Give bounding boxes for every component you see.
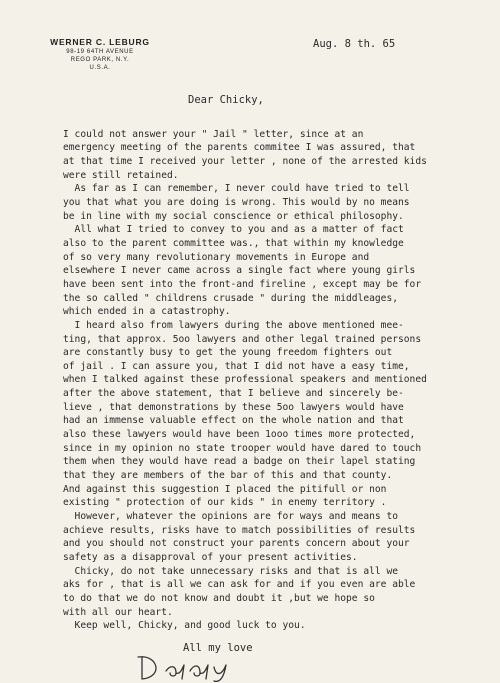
letter-line: safety as a disapproval of your present activities.: [63, 552, 358, 563]
letter-line: are constantly busy to get the young freedom fighters out: [63, 347, 393, 359]
letter-line: also to the parent committee was., that within my knowledge: [63, 237, 404, 249]
letterhead-street: 98-19 64TH AVENUE: [66, 49, 134, 55]
letter-line: All what I tried to convey to you and as a matter of fact: [63, 224, 404, 236]
letterhead: [40, 37, 160, 71]
closing: All my love: [183, 642, 253, 654]
letter-line: when I talked against these professional speakers and mentioned: [63, 374, 427, 386]
letter-line: were still retained.: [63, 169, 179, 181]
letterhead-city: REGO PARK, N.Y.: [70, 57, 130, 63]
letter-line: and you should not construct your parents concern about your: [63, 538, 410, 550]
letter-line: However, whatever the opinions are for ways and means to: [63, 511, 399, 523]
letterhead-name: WERNER C. LEBURG: [50, 37, 150, 47]
letter-line: that they are members of the bar of this and that county.: [63, 470, 393, 482]
letter-line: since in my opinion no state trooper would have dared to touch: [63, 442, 422, 454]
letter-line: Chicky, do not take unnecessary risks and that is all we: [63, 565, 399, 577]
salutation: Dear Chicky,: [188, 94, 264, 106]
letter-date: Aug. 8 th. 65: [313, 38, 396, 50]
signature-stroke: [138, 657, 226, 682]
letter-line: lieve , that demonstrations by these 5oo lawyers would have: [63, 401, 404, 413]
letter-line: have been sent into the front-and fireline , except may be for: [63, 278, 422, 290]
letter-line: which ended in a catastrophy.: [63, 306, 231, 318]
letter-line: after the above statement, that I believe and sincerely be-: [63, 388, 404, 400]
letter-line: I could not answer your " Jail " letter, since at an: [63, 128, 364, 140]
letter-line: you that what you are doing is wrong. This would by no means: [63, 196, 410, 208]
letter-line: had an immense valuable effect on the whole nation and that: [63, 415, 404, 427]
letter-line: be in line with my social conscience or ethical philosophy.: [63, 210, 404, 222]
letter-line: I heard also from lawyers during the above mentioned mee-: [63, 319, 404, 331]
letter-line: of so very many revolutionary movements in Europe and: [63, 251, 370, 263]
letter-line: ting, that approx. 5oo lawyers and other legal trained persons: [63, 333, 422, 345]
letter-line: emergency meeting of the parents commitee I was assured, that: [63, 142, 416, 154]
letter-line: them when they would have read a badge on their lapel stating: [63, 456, 416, 468]
letter-line: achieve results, risks have to match possibilities of results: [63, 524, 416, 536]
letter-line: also these lawyers would have been 1ooo times more protected,: [63, 429, 416, 441]
letter-line: [63, 114, 495, 128]
signature: [132, 651, 282, 683]
letter-line: of jail . I can assure you, that I did not have a easy time,: [63, 360, 410, 372]
letter-line: As far as I can remember, I never could have tried to tell: [63, 183, 410, 195]
letter-line: at that time I received your letter , none of the arrested kids: [63, 155, 427, 167]
letterhead-country: U.S.A.: [89, 65, 111, 71]
letter-line: the so called " childrens crusade " during the middleages,: [63, 292, 399, 304]
letter-line: to do that we do not know and doubt it ,but we hope so: [63, 592, 375, 604]
letter-body: [63, 114, 495, 633]
letter-line: with all our heart.: [63, 606, 173, 618]
letter-line: elsewhere I never came across a single fact where young girls: [63, 265, 416, 277]
letter-line: aks for , that is all we can ask for and if you even are able: [63, 579, 416, 591]
letter-line: And against this suggestion I placed the pitifull or non: [63, 483, 387, 495]
letter-line: Keep well, Chicky, and good luck to you.: [63, 620, 306, 632]
letter-line: existing " protection of our kids " in enemy territory .: [63, 497, 387, 509]
